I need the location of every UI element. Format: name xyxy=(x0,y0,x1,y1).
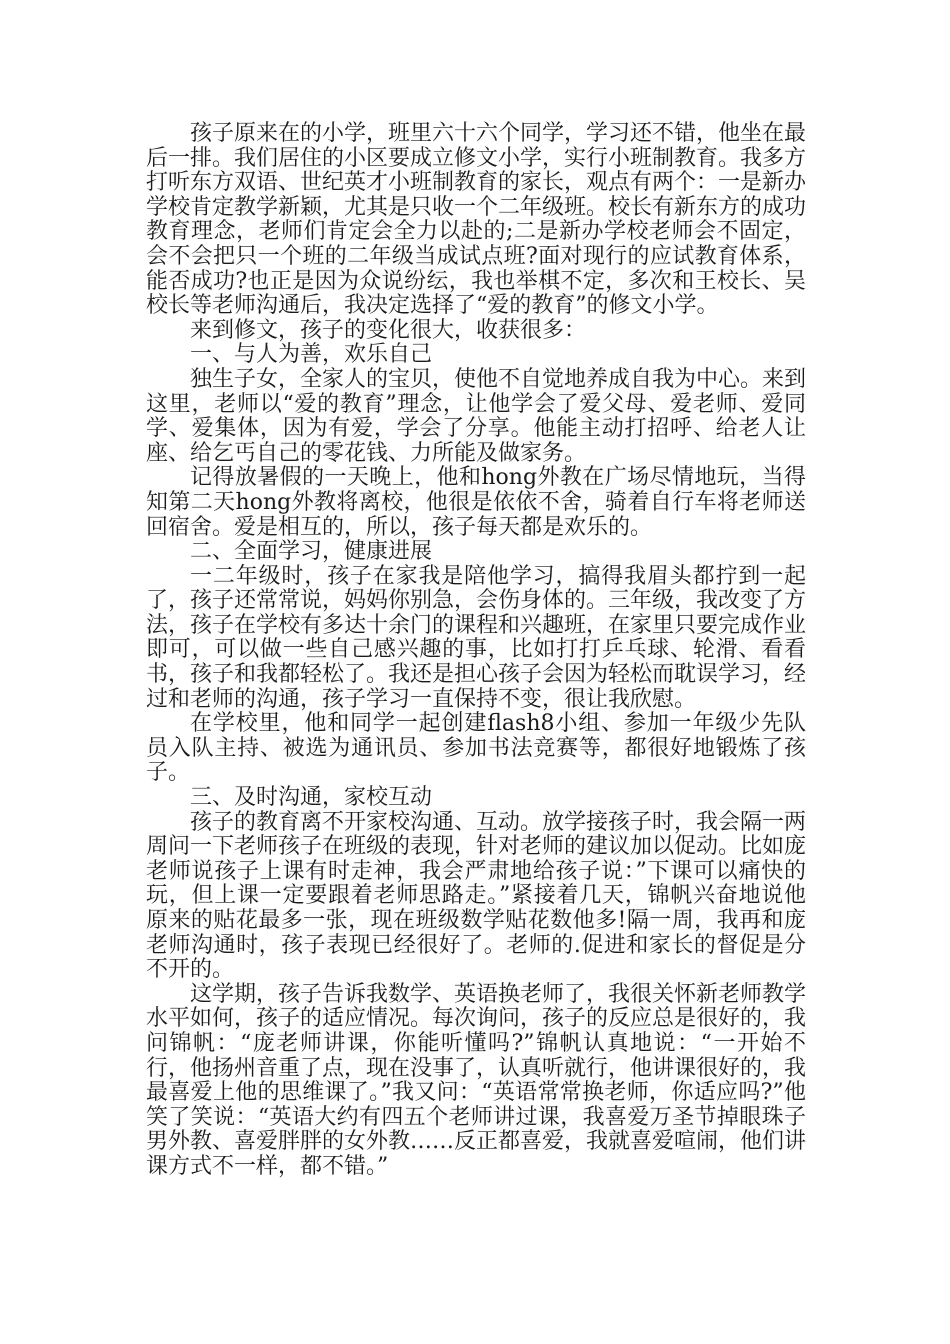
paragraph-communication: 孩子的教育离不开家校沟通、互动。放学接孩子时，我会隔一两周问一下老师孩子在班级的表现，针对老师的建议加以促动。比如庞老师说孩子上课有时走神，我会严肃地给孩子说：”下课可以痛快的玩，但上课一定要跟着老师思路走。”紧接着几天，锦帆兴奋地说他原来的贴花最多一张，现在班级数学贴花数他多!隔一周，我再和庞老师沟通时，孩子表现已经很好了。老师的.促进和家长的督促是分不开的。 xyxy=(146,809,807,983)
document-body xyxy=(146,122,806,1180)
paragraph-activities: 在学校里，他和同学一起创建flash8小组、参加一年级少先队员入队主持、被选为通讯员、参加书法竞赛等，都很好地锻炼了孩子。 xyxy=(146,711,806,786)
paragraph-summer-night: 记得放暑假的一天晚上，他和hong外教在广场尽情地玩，当得知第二天hong外教将离校，他很是依依不舍，骑着自行车将老师送回宿舍。爱是相互的，所以，孩子每天都是欢乐的。 xyxy=(146,465,806,540)
section-heading-1: 一、与人为善，欢乐自己 xyxy=(190,342,433,368)
section-heading-2: 二、全面学习，健康进展 xyxy=(190,539,433,565)
paragraph-new-teachers: 这学期，孩子告诉我数学、英语换老师了，我很关怀新老师教学水平如何，孩子的适应情况。每次询问，孩子的反应总是很好的，我问锦帆：“庞老师讲课，你能听懂吗?”锦帆认真地说：“一开始不行，他扬州音重了点，现在没事了，认真听就行，他讲课很好的，我最喜爱上他的思维课了。”我又问：“英语常常换老师，你适应吗?”他笑了笑说：“英语大约有四五个老师讲过课，我喜爱万圣节掉眼珠子男外教、喜爱胖胖的女外教……反正都喜爱，我就喜爱喧闹，他们讲课方式不一样，都不错。” xyxy=(146,981,807,1179)
paragraph-intro: 孩子原来在的小学，班里六十六个同学，学习还不错，他坐在最后一排。我们居住的小区要成立修文小学，实行小班制教育。我多方打听东方双语、世纪英才小班制教育的家长，观点有两个：一是新办学校肯定教学新颖，尤其是只收一个二年级班。校长有新东方的成功教育理念，老师们肯定会全力以赴的;二是新办学校老师会不固定，会不会把只一个班的二年级当成试点班?面对现行的应试教育体系，能否成功?也正是因为众说纷纭，我也举棋不定，多次和王校长、吴校长等老师沟通后，我决定选择了“爱的教育”的修文小学。 xyxy=(146,121,807,319)
section-heading-3: 三、及时沟通，家校互动 xyxy=(190,785,433,811)
paragraph-study: 一二年级时，孩子在家我是陪他学习，搞得我眉头都拧到一起了，孩子还常常说，妈妈你别急，会伤身体的。三年级，我改变了方法，孩子在学校有多达十余门的课程和兴趣班，在家里只要完成作业即可，可以做一些自己感兴趣的事，比如打打乒乓球、轮滑、看看书，孩子和我都轻松了。我还是担心孩子会因为轻松而耽误学习，经过和老师的沟通，孩子学习一直保持不变，很让我欣慰。 xyxy=(146,563,807,712)
paragraph-changes: 来到修文，孩子的变化很大，收获很多： xyxy=(190,317,587,343)
paragraph-only-child: 独生子女，全家人的宝贝，使他不自觉地养成自我为中心。来到这里，老师以“爱的教育”理念，让他学会了爱父母、爱老师、爱同学、爱集体，因为有爱，学会了分享。他能主动打招呼、给老人让座、给乞丐自己的零花钱、力所能及做家务。 xyxy=(146,366,807,466)
